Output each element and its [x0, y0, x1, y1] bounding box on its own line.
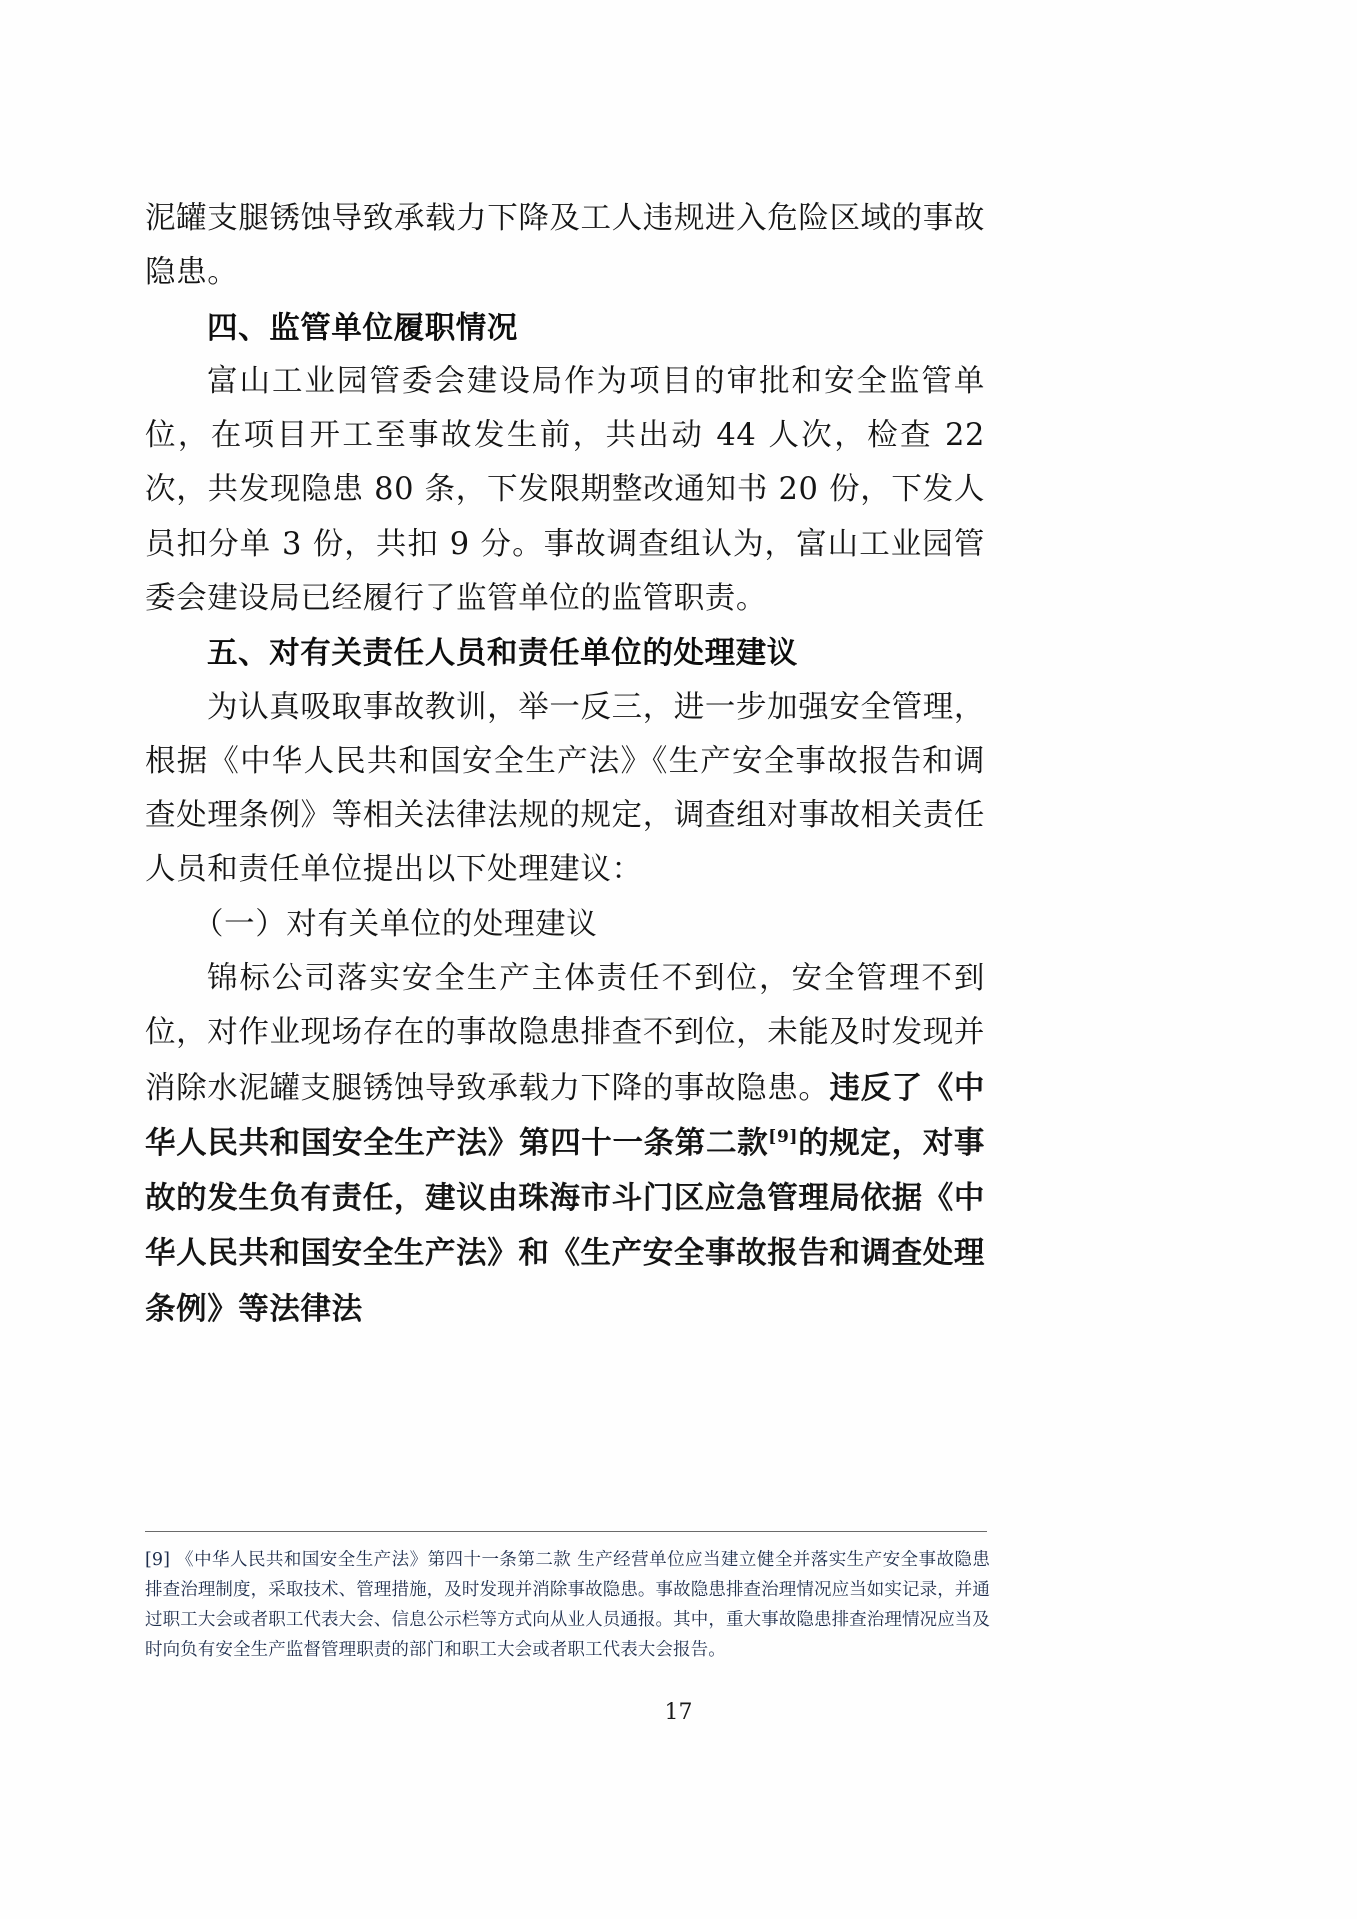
footnote-block	[145, 1545, 990, 1665]
footnote-separator	[145, 1531, 987, 1532]
paragraph-bold-run-two: 的规定，对事故的发生负有责任，建议由珠海市斗门区应急管理局依据《中华人民共和国安全生产法》和《生产安全事故报告和调查处理条例》等法律法	[145, 1124, 986, 1327]
paragraph-bold-run-one: 违反了《中华人民共和国安全生产法》第四十一条第二款	[145, 1069, 985, 1161]
heading-section-five: 五、对有关责任人员和责任单位的处理建议	[207, 635, 798, 672]
subheading-subsection-one: （一）对有关单位的处理建议	[193, 906, 598, 942]
paragraph-section-four: 富山工业园管委会建设局作为项目的审批和安全监管单位，在项目开工至事故发生前，共出动 44 人次，检查 22 次，共发现隐患 80 条，下发限期整改通知书 20 份，下发人员扣分单 3 份，共扣 9 分。事故调查组认为，富山工业园管委会建设局已经履行了监管单位的监管职责。	[145, 363, 985, 616]
page-body	[145, 192, 985, 1337]
paragraph-normal-run: 锦标公司落实安全生产主体责任不到位，安全管理不到位，对作业现场存在的事故隐患排查不到位，未能及时发现并消除水泥罐支腿锈蚀导致承载力下降的事故隐患。	[145, 960, 985, 1106]
heading-section-four: 四、监管单位履职情况	[207, 309, 518, 346]
page-number: 17	[664, 1700, 693, 1725]
footnote-text: 《中华人民共和国安全生产法》第四十一条第二款 生产经营单位应当建立健全并落实生产安全事故隐患排查治理制度，采取技术、管理措施，及时发现并消除事故隐患。事故隐患排查治理情况应当如实记录，并通过职工大会或者职工代表大会、信息公示栏等方式向从业人员通报。其中，重大事故隐患排查治理情况应当及时向负有安全生产监督管理职责的部门和职工大会或者职工代表大会报告。	[145, 1550, 990, 1661]
footnote-marker: [9]	[145, 1550, 171, 1570]
paragraph-continuation: 泥罐支腿锈蚀导致承载力下降及工人违规进入危险区域的事故隐患。	[145, 201, 985, 291]
paragraph-subsection-one	[145, 952, 985, 1337]
footnote-reference-9[interactable]: [9]	[768, 1126, 799, 1147]
paragraph-section-five: 为认真吸取事故教训，举一反三，进一步加强安全管理，根据《中华人民共和国安全生产法》《生产安全事故报告和调查处理条例》等相关法律法规的规定，调查组对事故相关责任人员和责任单位提出以下处理建议：	[145, 689, 985, 888]
